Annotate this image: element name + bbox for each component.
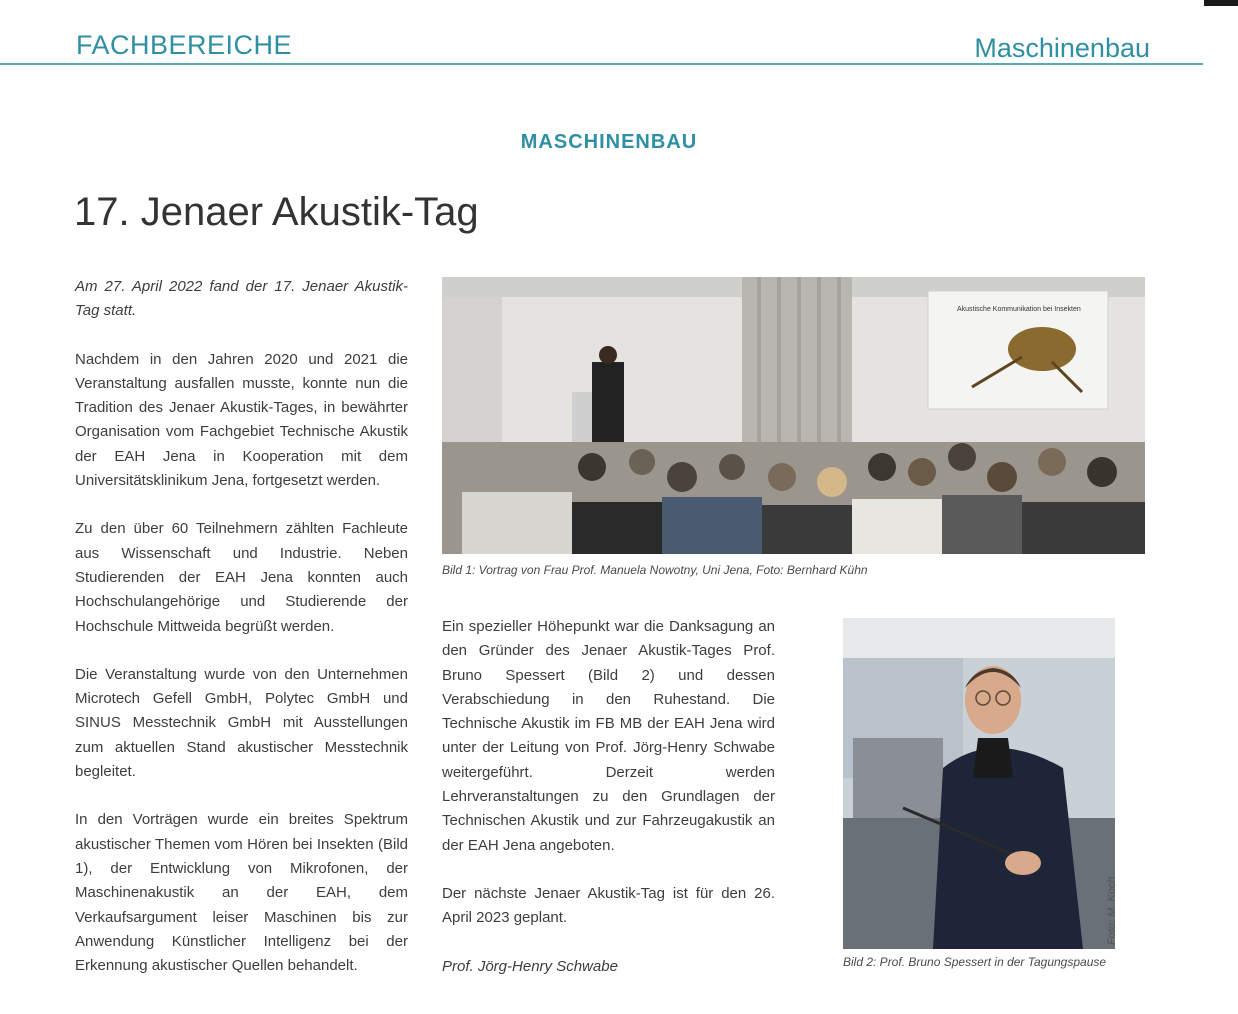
intro-paragraph: Am 27. April 2022 fand der 17. Jenaer Akustik-Tag statt.: [75, 278, 408, 320]
lecture-photo: [442, 277, 1145, 554]
portrait-photo: [843, 618, 1115, 949]
scan-corner-mark: [1204, 0, 1238, 6]
photo2-credit: Foto: M. Koch: [1106, 876, 1118, 945]
photo2-caption: Bild 2: Prof. Bruno Spessert in der Tagungspause: [843, 955, 1107, 969]
body-paragraph: Der nächste Jenaer Akustik-Tag ist für den 26. April 2023 geplant.: [442, 884, 775, 927]
body-paragraph: Ein spezieller Höhepunkt war die Danksagung an den Gründer des Jenaer Akustik-Tages Prof. Bruno Spessert (Bild 2) und dessen Verabschiedung in den Ruhestand. Die Technische Akustik im FB MB der EAH Jena wird unter der Leitung von Prof. Jörg-Henry Schwabe weitergeführt. Derzeit werden Lehrveranstaltungen zu den Grundlagen der Technischen Akustik und zur Fahrzeugakustik an der EAH Jena angeboten.: [442, 618, 775, 854]
article-title: 17. Jenaer Akustik-Tag: [74, 190, 479, 234]
photo1-caption: Bild 1: Vortrag von Frau Prof. Manuela Nowotny, Uni Jena, Foto: Bernhard Kühn: [442, 563, 868, 577]
body-paragraph: Zu den über 60 Teilnehmern zählten Fachleute aus Wissenschaft und Industrie. Neben Studierenden der EAH Jena konnten auch Hochschulangehörige und Studierende der Hochschule Mittweida begrüßt werden.: [75, 520, 408, 635]
middle-column: [442, 615, 775, 1003]
left-column: [75, 275, 408, 1002]
running-header-section: FACHBEREICHE: [76, 30, 293, 60]
body-paragraph: In den Vorträgen wurde ein breites Spektrum akustischer Themen vom Hören bei Insekten (Bild 1), der Entwicklung von Mikrofonen, der Maschinenakustik an der EAH, dem Verkaufsargument leiser Maschinen bis zur Anwendung Künstlicher Intelligenz bei der Erkennung akustischer Quellen behandelt.: [75, 811, 408, 975]
running-header-department: Maschinenbau: [974, 33, 1150, 63]
body-paragraph: Die Veranstaltung wurde von den Unternehmen Microtech Gefell GmbH, Polytec GmbH und SINUS Messtechnik GmbH mit Ausstellungen zum aktuellen Stand akustischer Messtechnik begleitet.: [75, 665, 408, 781]
body-paragraph: Nachdem in den Jahren 2020 und 2021 die Veranstaltung ausfallen musste, konnte nun die Tradition des Jenaer Akustik-Tages, in bewährter Organisation vom Fachgebiet Technische Akustik der EAH Jena in Kooperation mit dem Universitätsklinikum Jena, fortgesetzt werden.: [75, 350, 408, 490]
header-rule: [0, 63, 1203, 65]
article-kicker: MASCHINENBAU: [520, 131, 698, 153]
author-signature: Prof. Jörg-Henry Schwabe: [442, 957, 618, 975]
slide-title: Akustische Kommunikation bei Insekten: [957, 306, 1081, 313]
